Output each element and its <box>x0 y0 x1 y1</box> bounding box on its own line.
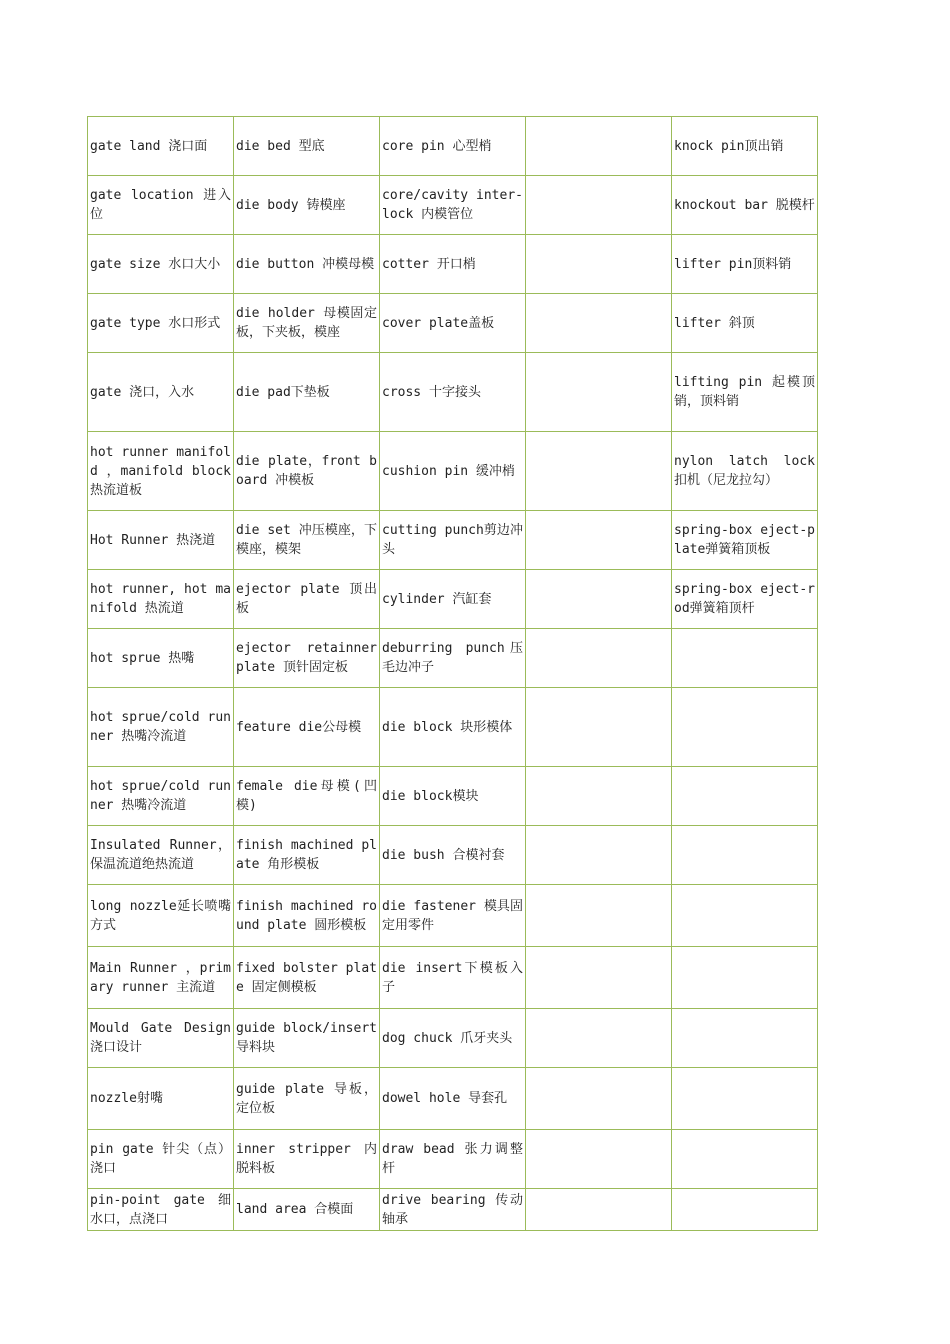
table-cell: cushion pin 缓冲梢 <box>380 432 526 511</box>
glossary-body <box>88 117 818 1231</box>
table-row <box>88 1009 818 1068</box>
table-row <box>88 235 818 294</box>
table-cell <box>526 1009 672 1068</box>
table-cell <box>526 947 672 1009</box>
table-cell <box>672 947 818 1009</box>
table-cell: cross 十字接头 <box>380 353 526 432</box>
table-row <box>88 294 818 353</box>
table-cell: female die母模(凹模) <box>234 767 380 826</box>
table-cell: hot runner manifold ，manifold block 热流道板 <box>88 432 234 511</box>
table-cell: die block 块形模体 <box>380 688 526 767</box>
table-cell <box>526 570 672 629</box>
table-cell <box>672 688 818 767</box>
table-row <box>88 432 818 511</box>
table-cell: long nozzle延长喷嘴方式 <box>88 885 234 947</box>
table-cell: die bed 型底 <box>234 117 380 176</box>
table-row <box>88 947 818 1009</box>
table-cell: cover plate盖板 <box>380 294 526 353</box>
table-cell: hot sprue/cold runner 热嘴冷流道 <box>88 688 234 767</box>
table-cell: cylinder 汽缸套 <box>380 570 526 629</box>
table-cell: hot sprue/cold runner 热嘴冷流道 <box>88 767 234 826</box>
table-cell: die bush 合模衬套 <box>380 826 526 885</box>
table-cell: drive bearing 传动轴承 <box>380 1189 526 1231</box>
table-cell <box>526 432 672 511</box>
table-cell: hot runner, hot manifold 热流道 <box>88 570 234 629</box>
table-cell: deburring punch压毛边冲子 <box>380 629 526 688</box>
table-cell: knock pin顶出销 <box>672 117 818 176</box>
table-cell: Insulated Runner，保温流道绝热流道 <box>88 826 234 885</box>
table-cell: cutting punch剪边冲头 <box>380 511 526 570</box>
table-cell: gate 浇口，入水 <box>88 353 234 432</box>
table-cell: die button 冲模母模 <box>234 235 380 294</box>
table-cell: lifter 斜顶 <box>672 294 818 353</box>
table-cell: nozzle射嘴 <box>88 1068 234 1130</box>
glossary-table <box>87 116 818 1231</box>
table-cell: dog chuck 爪牙夹头 <box>380 1009 526 1068</box>
table-cell <box>672 1068 818 1130</box>
table-cell: guide plate 导板，定位板 <box>234 1068 380 1130</box>
table-row <box>88 570 818 629</box>
table-cell: guide block/insert 导料块 <box>234 1009 380 1068</box>
table-cell: gate size 水口大小 <box>88 235 234 294</box>
table-cell: cotter 开口梢 <box>380 235 526 294</box>
table-cell: die block模块 <box>380 767 526 826</box>
table-cell <box>526 885 672 947</box>
table-cell <box>526 235 672 294</box>
table-cell: core pin 心型梢 <box>380 117 526 176</box>
table-cell <box>526 767 672 826</box>
table-cell: draw bead 张力调整杆 <box>380 1130 526 1189</box>
table-row <box>88 117 818 176</box>
table-cell <box>672 767 818 826</box>
table-cell: die holder 母模固定板，下夹板，模座 <box>234 294 380 353</box>
table-cell: finish machined plate 角形模板 <box>234 826 380 885</box>
table-cell: gate location 进入位 <box>88 176 234 235</box>
table-cell: dowel hole 导套孔 <box>380 1068 526 1130</box>
table-cell <box>672 826 818 885</box>
table-cell <box>526 826 672 885</box>
table-cell: land area 合模面 <box>234 1189 380 1231</box>
table-cell: spring-box eject-rod弹簧箱顶杆 <box>672 570 818 629</box>
table-cell: die set 冲压模座，下模座，模架 <box>234 511 380 570</box>
table-row <box>88 353 818 432</box>
table-cell: pin gate 针尖（点）浇口 <box>88 1130 234 1189</box>
table-cell <box>526 117 672 176</box>
table-cell: Mould Gate Design浇口设计 <box>88 1009 234 1068</box>
table-row <box>88 826 818 885</box>
table-cell: Main Runner ，primary runner 主流道 <box>88 947 234 1009</box>
table-cell: hot sprue 热嘴 <box>88 629 234 688</box>
table-row <box>88 1068 818 1130</box>
table-cell: nylon latch lock 扣机（尼龙拉勾） <box>672 432 818 511</box>
table-cell: feature die公母模 <box>234 688 380 767</box>
table-cell: die fastener 模具固定用零件 <box>380 885 526 947</box>
table-cell <box>526 1189 672 1231</box>
table-cell <box>526 629 672 688</box>
table-cell: core/cavity inter-lock 内模管位 <box>380 176 526 235</box>
table-cell <box>526 294 672 353</box>
table-cell: lifter pin顶料销 <box>672 235 818 294</box>
table-row <box>88 767 818 826</box>
table-cell <box>526 511 672 570</box>
table-cell: pin-point gate 细水口，点浇口 <box>88 1189 234 1231</box>
table-cell <box>672 885 818 947</box>
table-cell: finish machined round plate 圆形模板 <box>234 885 380 947</box>
table-row <box>88 511 818 570</box>
table-row <box>88 1189 818 1231</box>
table-cell <box>526 1068 672 1130</box>
table-row <box>88 176 818 235</box>
table-cell: die body 铸模座 <box>234 176 380 235</box>
table-cell: die pad下垫板 <box>234 353 380 432</box>
table-cell <box>526 688 672 767</box>
table-row <box>88 885 818 947</box>
table-cell <box>672 1189 818 1231</box>
table-cell: ejector retainner plate 顶针固定板 <box>234 629 380 688</box>
table-cell: gate land 浇口面 <box>88 117 234 176</box>
table-cell <box>526 176 672 235</box>
table-cell <box>526 1130 672 1189</box>
table-cell: lifting pin 起模顶销，顶料销 <box>672 353 818 432</box>
table-cell: die insert下模板入子 <box>380 947 526 1009</box>
table-cell: gate type 水口形式 <box>88 294 234 353</box>
table-cell <box>672 1009 818 1068</box>
table-cell <box>672 1130 818 1189</box>
table-cell: fixed bolster plate 固定侧模板 <box>234 947 380 1009</box>
table-row <box>88 1130 818 1189</box>
table-cell: Hot Runner 热浇道 <box>88 511 234 570</box>
table-cell: knockout bar 脱模杆 <box>672 176 818 235</box>
table-row <box>88 629 818 688</box>
table-row <box>88 688 818 767</box>
table-cell: inner stripper 内脱料板 <box>234 1130 380 1189</box>
table-cell: die plate，front board 冲模板 <box>234 432 380 511</box>
table-cell: ejector plate 顶出板 <box>234 570 380 629</box>
table-cell <box>526 353 672 432</box>
table-cell <box>672 629 818 688</box>
table-cell: spring-box eject-plate弹簧箱顶板 <box>672 511 818 570</box>
